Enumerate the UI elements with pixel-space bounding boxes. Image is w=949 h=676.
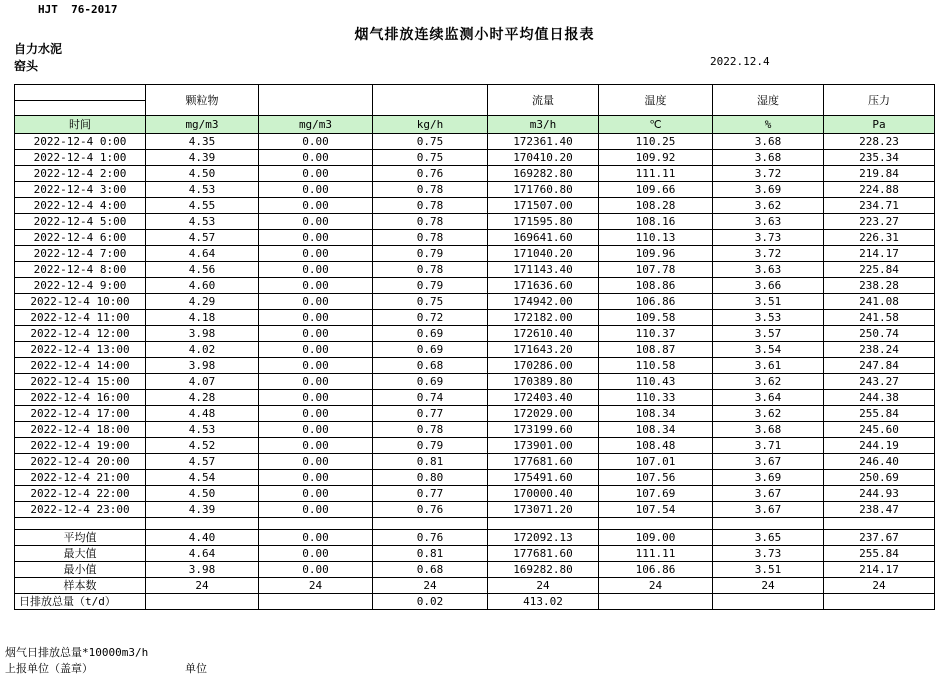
time-cell: 2022-12-4 0:00	[15, 134, 146, 150]
value-cell: 4.02	[146, 342, 259, 358]
page-title: 烟气排放连续监测小时平均值日报表	[354, 27, 595, 43]
value-cell: 3.54	[713, 342, 824, 358]
unit-m3h: m3/h	[488, 116, 599, 134]
value-cell: 238.47	[824, 502, 935, 518]
value-cell: 3.71	[713, 438, 824, 454]
report-date: 2022.12.4	[710, 55, 770, 68]
value-cell: 110.37	[599, 326, 713, 342]
value-cell	[824, 594, 935, 610]
value-cell: 0.69	[373, 374, 488, 390]
value-cell: 3.62	[713, 198, 824, 214]
value-cell: 177681.60	[488, 454, 599, 470]
value-cell: 3.53	[713, 310, 824, 326]
value-cell: 24	[488, 578, 599, 594]
value-cell: 0.78	[373, 422, 488, 438]
value-cell: 3.51	[713, 294, 824, 310]
value-cell: 0.78	[373, 182, 488, 198]
value-cell: 0.00	[259, 198, 373, 214]
value-cell: 110.13	[599, 230, 713, 246]
value-cell: 228.23	[824, 134, 935, 150]
value-cell: 108.34	[599, 406, 713, 422]
value-cell: 0.00	[259, 326, 373, 342]
value-cell: 174942.00	[488, 294, 599, 310]
hourly-row	[15, 278, 935, 294]
time-cell: 2022-12-4 23:00	[15, 502, 146, 518]
spacer-row	[15, 518, 935, 530]
header-group-row	[15, 85, 935, 101]
hourly-data-body	[15, 134, 935, 518]
value-cell: 247.84	[824, 358, 935, 374]
value-cell: 0.79	[373, 278, 488, 294]
value-cell: 3.72	[713, 166, 824, 182]
value-cell: 0.75	[373, 150, 488, 166]
time-cell: 2022-12-4 2:00	[15, 166, 146, 182]
time-cell: 2022-12-4 20:00	[15, 454, 146, 470]
value-cell: 0.75	[373, 134, 488, 150]
value-cell: 172092.13	[488, 530, 599, 546]
value-cell: 214.17	[824, 562, 935, 578]
value-cell: 107.78	[599, 262, 713, 278]
summary-label-cell: 样本数	[15, 578, 146, 594]
value-cell: 0.02	[373, 594, 488, 610]
emission-data-table	[14, 84, 935, 610]
value-cell: 177681.60	[488, 546, 599, 562]
value-cell: 171143.40	[488, 262, 599, 278]
value-cell: 0.00	[259, 422, 373, 438]
value-cell: 214.17	[824, 246, 935, 262]
value-cell: 4.53	[146, 182, 259, 198]
value-cell: 0.00	[259, 406, 373, 422]
unit-time: 时间	[15, 116, 146, 134]
value-cell: 169282.80	[488, 562, 599, 578]
unit-pa: Pa	[824, 116, 935, 134]
report-unit-label: 上报单位（盖章）	[5, 662, 93, 675]
hourly-row	[15, 134, 935, 150]
value-cell: 0.00	[259, 486, 373, 502]
value-cell: 245.60	[824, 422, 935, 438]
value-cell: 0.00	[259, 246, 373, 262]
header-corner-bottom	[15, 101, 146, 116]
time-cell: 2022-12-4 9:00	[15, 278, 146, 294]
value-cell: 0.00	[259, 358, 373, 374]
value-cell	[146, 594, 259, 610]
value-cell: 237.67	[824, 530, 935, 546]
value-cell: 169641.60	[488, 230, 599, 246]
value-cell: 108.87	[599, 342, 713, 358]
value-cell: 0.68	[373, 562, 488, 578]
value-cell: 4.55	[146, 198, 259, 214]
header-blank-col4	[373, 85, 488, 116]
value-cell: 0.00	[259, 150, 373, 166]
value-cell: 3.64	[713, 390, 824, 406]
value-cell: 0.78	[373, 230, 488, 246]
value-cell: 172403.40	[488, 390, 599, 406]
value-cell: 3.66	[713, 278, 824, 294]
value-cell: 0.76	[373, 502, 488, 518]
hourly-row	[15, 422, 935, 438]
time-cell: 2022-12-4 1:00	[15, 150, 146, 166]
hourly-row	[15, 342, 935, 358]
value-cell: 3.73	[713, 546, 824, 562]
time-cell: 2022-12-4 3:00	[15, 182, 146, 198]
value-cell: 107.56	[599, 470, 713, 486]
value-cell: 108.86	[599, 278, 713, 294]
value-cell: 219.84	[824, 166, 935, 182]
time-cell: 2022-12-4 16:00	[15, 390, 146, 406]
value-cell: 0.76	[373, 530, 488, 546]
value-cell: 108.28	[599, 198, 713, 214]
value-cell: 24	[146, 578, 259, 594]
value-cell: 243.27	[824, 374, 935, 390]
value-cell: 4.07	[146, 374, 259, 390]
value-cell: 3.68	[713, 150, 824, 166]
value-cell: 0.00	[259, 390, 373, 406]
hourly-row	[15, 406, 935, 422]
value-cell: 170000.40	[488, 486, 599, 502]
value-cell: 235.34	[824, 150, 935, 166]
value-cell: 172361.40	[488, 134, 599, 150]
hourly-row	[15, 150, 935, 166]
value-cell: 244.38	[824, 390, 935, 406]
value-cell: 241.58	[824, 310, 935, 326]
value-cell: 4.60	[146, 278, 259, 294]
value-cell: 3.98	[146, 358, 259, 374]
unit-row	[15, 116, 935, 134]
value-cell: 107.69	[599, 486, 713, 502]
value-cell: 0.00	[259, 310, 373, 326]
value-cell: 24	[599, 578, 713, 594]
value-cell: 250.69	[824, 470, 935, 486]
footer-note: 烟气日排放总量*10000m3/h	[5, 646, 149, 659]
unit-kgh: kg/h	[373, 116, 488, 134]
value-cell: 0.78	[373, 262, 488, 278]
value-cell: 24	[713, 578, 824, 594]
value-cell: 3.63	[713, 262, 824, 278]
value-cell: 0.72	[373, 310, 488, 326]
value-cell: 171595.80	[488, 214, 599, 230]
value-cell: 0.69	[373, 342, 488, 358]
hourly-row	[15, 166, 935, 182]
value-cell: 0.79	[373, 246, 488, 262]
value-cell: 4.64	[146, 246, 259, 262]
value-cell: 3.67	[713, 502, 824, 518]
value-cell: 171507.00	[488, 198, 599, 214]
hourly-row	[15, 246, 935, 262]
hourly-row	[15, 374, 935, 390]
value-cell: 4.28	[146, 390, 259, 406]
value-cell: 0.78	[373, 198, 488, 214]
summary-label-cell: 最大值	[15, 546, 146, 562]
header-pressure: 压力	[824, 85, 935, 116]
value-cell: 224.88	[824, 182, 935, 198]
value-cell: 111.11	[599, 546, 713, 562]
time-cell: 2022-12-4 10:00	[15, 294, 146, 310]
value-cell: 172610.40	[488, 326, 599, 342]
value-cell: 110.33	[599, 390, 713, 406]
value-cell: 0.00	[259, 530, 373, 546]
value-cell: 110.58	[599, 358, 713, 374]
company-name: 自力水泥	[14, 42, 63, 56]
summary-label-cell: 平均值	[15, 530, 146, 546]
value-cell: 226.31	[824, 230, 935, 246]
time-cell: 2022-12-4 14:00	[15, 358, 146, 374]
value-cell: 244.19	[824, 438, 935, 454]
value-cell: 3.72	[713, 246, 824, 262]
hourly-row	[15, 358, 935, 374]
summary-row	[15, 562, 935, 578]
time-cell: 2022-12-4 22:00	[15, 486, 146, 502]
value-cell: 4.35	[146, 134, 259, 150]
value-cell: 109.66	[599, 182, 713, 198]
value-cell: 225.84	[824, 262, 935, 278]
time-cell: 2022-12-4 4:00	[15, 198, 146, 214]
value-cell: 0.75	[373, 294, 488, 310]
summary-body	[15, 530, 935, 610]
time-cell: 2022-12-4 13:00	[15, 342, 146, 358]
time-cell: 2022-12-4 7:00	[15, 246, 146, 262]
hourly-row	[15, 454, 935, 470]
value-cell: 3.63	[713, 214, 824, 230]
value-cell: 170286.00	[488, 358, 599, 374]
hourly-row	[15, 230, 935, 246]
value-cell: 173071.20	[488, 502, 599, 518]
value-cell: 4.48	[146, 406, 259, 422]
value-cell: 169282.80	[488, 166, 599, 182]
value-cell: 173901.00	[488, 438, 599, 454]
value-cell: 0.80	[373, 470, 488, 486]
value-cell: 244.93	[824, 486, 935, 502]
value-cell: 0.00	[259, 262, 373, 278]
time-cell: 2022-12-4 15:00	[15, 374, 146, 390]
value-cell: 0.00	[259, 438, 373, 454]
time-cell: 2022-12-4 11:00	[15, 310, 146, 326]
value-cell: 170389.80	[488, 374, 599, 390]
value-cell	[259, 594, 373, 610]
value-cell: 3.98	[146, 562, 259, 578]
unit-label: 单位	[185, 662, 207, 675]
time-cell: 2022-12-4 19:00	[15, 438, 146, 454]
value-cell: 0.77	[373, 486, 488, 502]
value-cell: 0.00	[259, 454, 373, 470]
value-cell: 24	[824, 578, 935, 594]
value-cell: 3.68	[713, 134, 824, 150]
value-cell: 4.57	[146, 230, 259, 246]
doc-standard-code: HJT 76-2017	[38, 3, 118, 16]
value-cell: 4.53	[146, 422, 259, 438]
value-cell: 0.81	[373, 454, 488, 470]
value-cell: 175491.60	[488, 470, 599, 486]
hourly-row	[15, 294, 935, 310]
value-cell: 0.00	[259, 278, 373, 294]
value-cell: 0.00	[259, 470, 373, 486]
value-cell: 241.08	[824, 294, 935, 310]
value-cell: 170410.20	[488, 150, 599, 166]
hourly-row	[15, 390, 935, 406]
value-cell: 108.16	[599, 214, 713, 230]
value-cell: 109.96	[599, 246, 713, 262]
value-cell: 0.79	[373, 438, 488, 454]
summary-label-cell: 日排放总量（t/d）	[15, 594, 146, 610]
value-cell: 0.78	[373, 214, 488, 230]
value-cell: 4.64	[146, 546, 259, 562]
value-cell: 3.57	[713, 326, 824, 342]
value-cell: 109.92	[599, 150, 713, 166]
header-temperature: 温度	[599, 85, 713, 116]
value-cell: 238.28	[824, 278, 935, 294]
value-cell: 106.86	[599, 294, 713, 310]
value-cell: 171643.20	[488, 342, 599, 358]
value-cell: 0.74	[373, 390, 488, 406]
value-cell: 4.50	[146, 166, 259, 182]
value-cell: 4.29	[146, 294, 259, 310]
time-cell: 2022-12-4 18:00	[15, 422, 146, 438]
value-cell: 0.81	[373, 546, 488, 562]
value-cell: 4.53	[146, 214, 259, 230]
value-cell: 0.00	[259, 134, 373, 150]
hourly-row	[15, 502, 935, 518]
time-cell: 2022-12-4 8:00	[15, 262, 146, 278]
value-cell: 0.68	[373, 358, 488, 374]
value-cell: 4.56	[146, 262, 259, 278]
time-cell: 2022-12-4 17:00	[15, 406, 146, 422]
hourly-row	[15, 486, 935, 502]
value-cell: 3.69	[713, 470, 824, 486]
value-cell: 107.54	[599, 502, 713, 518]
value-cell: 3.61	[713, 358, 824, 374]
value-cell: 0.76	[373, 166, 488, 182]
unit-celsius: ℃	[599, 116, 713, 134]
value-cell: 0.00	[259, 374, 373, 390]
unit-mgm3-1: mg/m3	[146, 116, 259, 134]
value-cell: 3.98	[146, 326, 259, 342]
value-cell: 0.00	[259, 230, 373, 246]
value-cell	[599, 594, 713, 610]
value-cell: 223.27	[824, 214, 935, 230]
value-cell: 108.34	[599, 422, 713, 438]
value-cell: 234.71	[824, 198, 935, 214]
header-particulate: 颗粒物	[146, 85, 259, 116]
value-cell: 109.58	[599, 310, 713, 326]
value-cell: 4.50	[146, 486, 259, 502]
time-cell: 2022-12-4 5:00	[15, 214, 146, 230]
value-cell: 110.43	[599, 374, 713, 390]
value-cell: 3.67	[713, 454, 824, 470]
time-cell: 2022-12-4 6:00	[15, 230, 146, 246]
header-corner-top	[15, 85, 146, 101]
value-cell: 173199.60	[488, 422, 599, 438]
header-humidity: 湿度	[713, 85, 824, 116]
value-cell: 3.62	[713, 374, 824, 390]
value-cell: 4.57	[146, 454, 259, 470]
value-cell: 106.86	[599, 562, 713, 578]
value-cell: 0.00	[259, 562, 373, 578]
summary-row	[15, 530, 935, 546]
value-cell: 3.69	[713, 182, 824, 198]
value-cell: 3.51	[713, 562, 824, 578]
value-cell: 4.52	[146, 438, 259, 454]
summary-row	[15, 594, 935, 610]
hourly-row	[15, 438, 935, 454]
value-cell: 3.68	[713, 422, 824, 438]
value-cell: 107.01	[599, 454, 713, 470]
summary-row	[15, 546, 935, 562]
hourly-row	[15, 262, 935, 278]
hourly-row	[15, 198, 935, 214]
header-blank-col3	[259, 85, 373, 116]
header-flow: 流量	[488, 85, 599, 116]
value-cell: 0.00	[259, 166, 373, 182]
hourly-row	[15, 310, 935, 326]
hourly-row	[15, 470, 935, 486]
value-cell: 111.11	[599, 166, 713, 182]
time-cell: 2022-12-4 21:00	[15, 470, 146, 486]
monitoring-point: 窑头	[14, 59, 39, 73]
value-cell: 4.54	[146, 470, 259, 486]
value-cell: 3.65	[713, 530, 824, 546]
value-cell	[713, 594, 824, 610]
unit-mgm3-2: mg/m3	[259, 116, 373, 134]
summary-label-cell: 最小值	[15, 562, 146, 578]
value-cell: 172182.00	[488, 310, 599, 326]
value-cell: 255.84	[824, 406, 935, 422]
value-cell: 0.00	[259, 342, 373, 358]
time-cell: 2022-12-4 12:00	[15, 326, 146, 342]
value-cell: 255.84	[824, 546, 935, 562]
value-cell: 172029.00	[488, 406, 599, 422]
value-cell: 3.67	[713, 486, 824, 502]
value-cell: 3.62	[713, 406, 824, 422]
hourly-row	[15, 182, 935, 198]
value-cell: 109.00	[599, 530, 713, 546]
hourly-row	[15, 214, 935, 230]
value-cell: 110.25	[599, 134, 713, 150]
value-cell: 171636.60	[488, 278, 599, 294]
value-cell: 413.02	[488, 594, 599, 610]
value-cell: 238.24	[824, 342, 935, 358]
hourly-row	[15, 326, 935, 342]
value-cell: 4.39	[146, 150, 259, 166]
value-cell: 0.69	[373, 326, 488, 342]
value-cell: 4.39	[146, 502, 259, 518]
value-cell: 0.00	[259, 502, 373, 518]
value-cell: 24	[259, 578, 373, 594]
value-cell: 246.40	[824, 454, 935, 470]
value-cell: 0.00	[259, 294, 373, 310]
value-cell: 0.77	[373, 406, 488, 422]
summary-row	[15, 578, 935, 594]
value-cell: 171760.80	[488, 182, 599, 198]
value-cell: 4.40	[146, 530, 259, 546]
value-cell: 0.00	[259, 214, 373, 230]
value-cell: 108.48	[599, 438, 713, 454]
value-cell: 171040.20	[488, 246, 599, 262]
value-cell: 250.74	[824, 326, 935, 342]
value-cell: 3.73	[713, 230, 824, 246]
value-cell: 4.18	[146, 310, 259, 326]
value-cell: 0.00	[259, 546, 373, 562]
value-cell: 0.00	[259, 182, 373, 198]
value-cell: 24	[373, 578, 488, 594]
unit-percent: %	[713, 116, 824, 134]
